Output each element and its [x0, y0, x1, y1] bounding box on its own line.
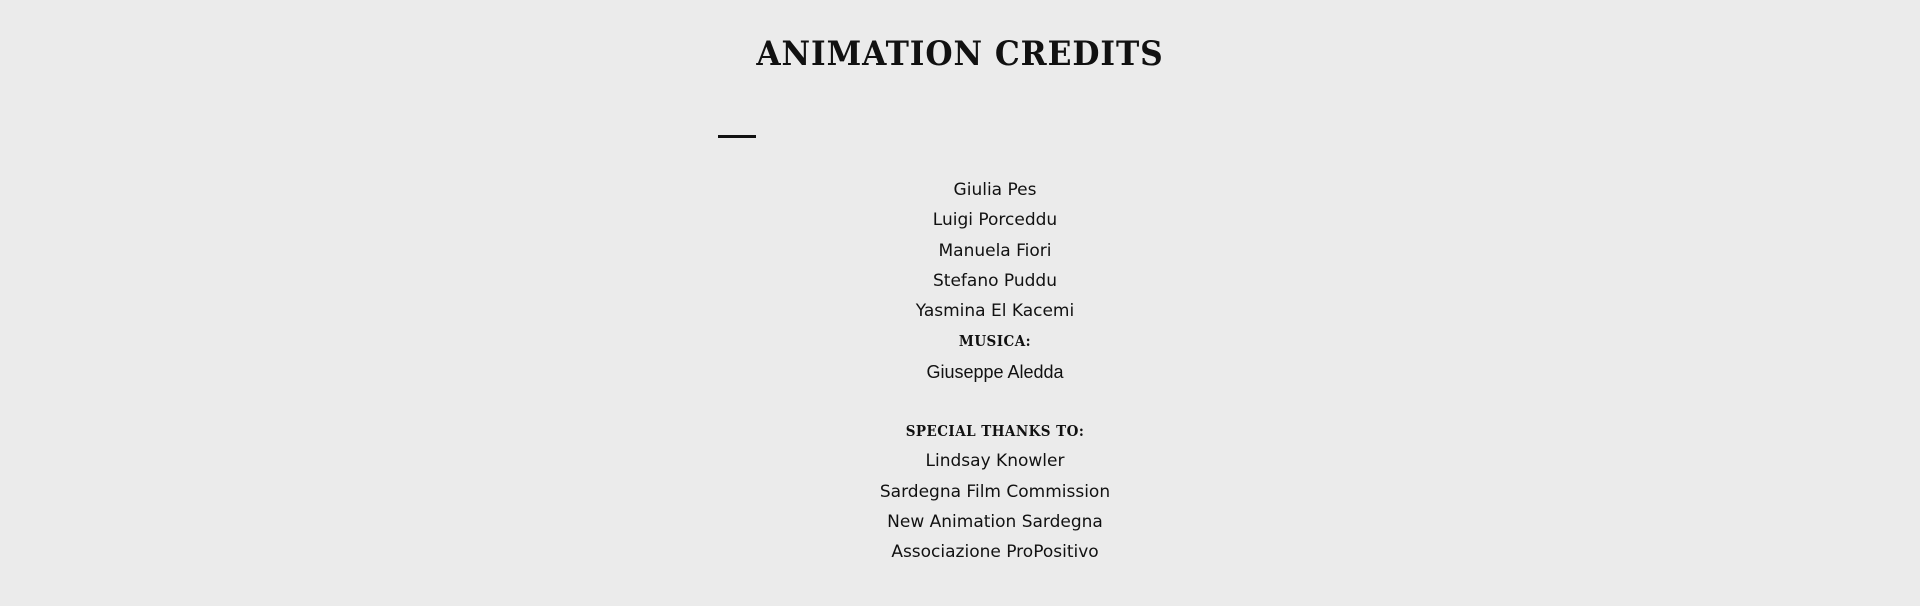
special-thanks-heading: SPECIAL THANKS TO:	[905, 422, 1085, 441]
credit-name: Luigi Porceddu	[932, 210, 1058, 231]
section-spacer	[0, 388, 1920, 416]
credit-name: Giulia Pes	[953, 180, 1037, 200]
credit-name: Stefano Puddu	[933, 270, 1057, 291]
credits-list	[0, 175, 1920, 568]
thanks-name: Associazione ProPositivo	[891, 542, 1099, 563]
thanks-name: Lindsay Knowler	[925, 451, 1065, 472]
credit-name: Manuela Fiori	[938, 240, 1052, 261]
credit-name: Yasmina El Kacemi	[915, 301, 1075, 322]
page-title: ANIMATION CREDITS	[756, 34, 1164, 74]
divider-line	[718, 135, 756, 138]
music-credit-name: Giuseppe Aledda	[926, 362, 1064, 383]
thanks-name: New Animation Sardegna	[887, 512, 1103, 533]
thanks-name: Sardegna Film Commission	[879, 481, 1111, 502]
music-heading: MUSICA:	[958, 332, 1032, 351]
